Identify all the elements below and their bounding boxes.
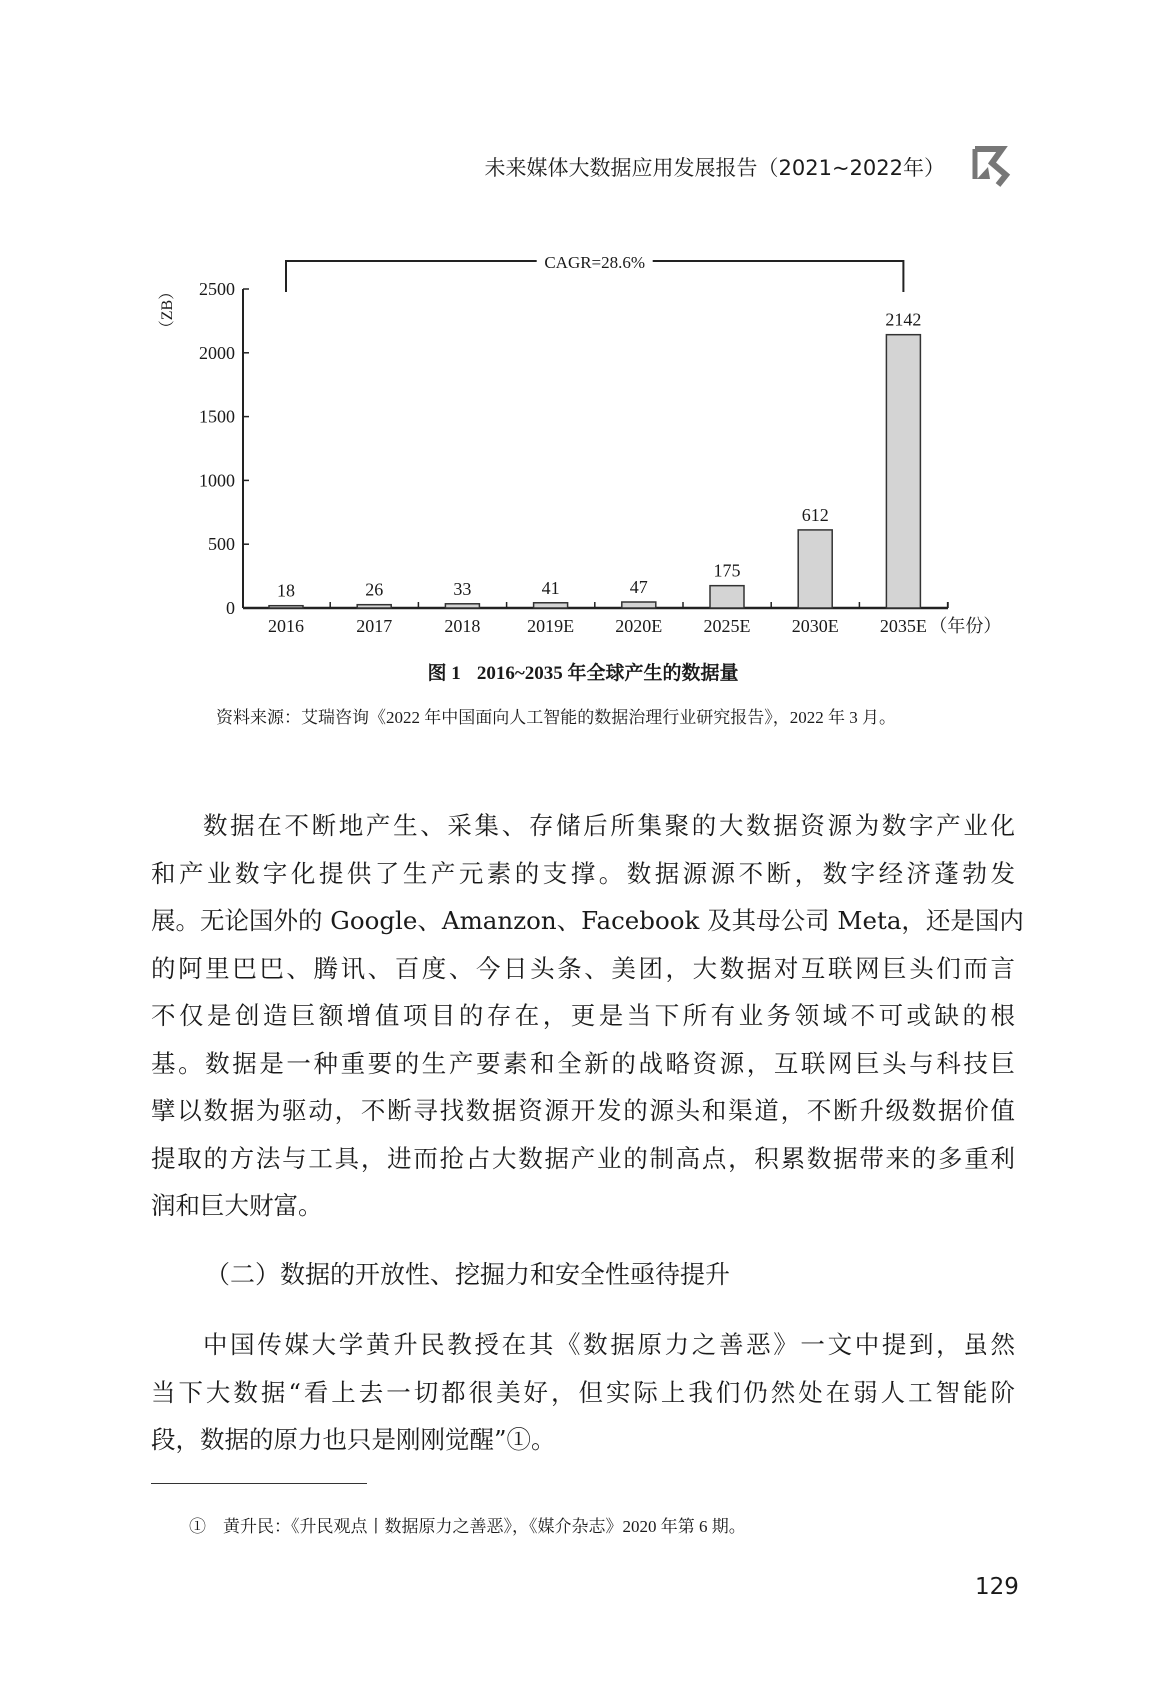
chapter-corner-arrow-icon xyxy=(972,145,1020,187)
paragraph-line: 段，数据的原力也只是刚刚觉醒”①。 xyxy=(151,1425,556,1454)
data-label: 33 xyxy=(453,578,472,599)
data-label: 612 xyxy=(801,504,829,525)
y-tick-label: 2000 xyxy=(199,342,235,363)
figure-caption xyxy=(0,658,1166,685)
y-tick-label: 1000 xyxy=(199,470,235,491)
y-tick-label: 500 xyxy=(208,534,235,555)
bar-2030E xyxy=(798,530,832,608)
bar-2016 xyxy=(269,606,303,608)
bar-2035E xyxy=(886,335,920,608)
y-tick-label: 0 xyxy=(226,598,235,618)
x-axis-label: （年份） xyxy=(929,616,1002,636)
y-tick-label: 1500 xyxy=(199,406,235,427)
running-header: 未来媒体大数据应用发展报告（2021~2022年） xyxy=(484,156,945,180)
x-tick-label: 2020E xyxy=(615,616,663,636)
x-tick-label: 2025E xyxy=(703,616,751,636)
paragraph-line: 擘以数据为驱动，不断寻找数据资源开发的源头和渠道，不断升级数据价值 xyxy=(151,1096,1015,1125)
data-label: 175 xyxy=(713,560,741,581)
data-label: 47 xyxy=(629,577,648,598)
bar-2025E xyxy=(710,586,744,608)
body-paragraph-1 xyxy=(151,802,1024,1230)
paragraph-line: 不仅是创造巨额增值项目的存在，更是当下所有业务领域不可或缺的根 xyxy=(151,1001,1015,1030)
paragraph-line: 基。数据是一种重要的生产要素和全新的战略资源，互联网巨头与科技巨 xyxy=(151,1048,1015,1078)
x-tick-label: 2018 xyxy=(444,616,481,636)
paragraph-line: 中国传媒大学黄升民教授在其《数据原力之善恶》一文中提到，虽然 xyxy=(203,1330,1015,1359)
body-paragraph-2 xyxy=(151,1321,1015,1464)
x-tick-label: 2030E xyxy=(791,616,839,636)
bar-2017 xyxy=(357,605,391,608)
paragraph-line: 和产业数字化提供了生产元素的支撑。数据源源不断，数字经济蓬勃发 xyxy=(151,858,1015,888)
y-tick-label: 2500 xyxy=(199,279,235,299)
data-label: 2142 xyxy=(885,309,922,330)
footnote: ① 黄升民：《升民观点丨数据原力之善恶》，《媒介杂志》2020 年第 6 期。 xyxy=(189,1517,746,1536)
data-label: 41 xyxy=(541,577,560,598)
section-heading: （二）数据的开放性、挖掘力和安全性亟待提升 xyxy=(205,1260,731,1289)
paragraph-line: 当下大数据“看上去一切都很美好，但实际上我们仍然处在弱人工智能阶 xyxy=(151,1377,1015,1407)
bar-2020E xyxy=(622,602,656,608)
paragraph-line: 数据在不断地产生、采集、存储后所集聚的大数据资源为数字产业化 xyxy=(203,811,1015,840)
cagr-annotation: CAGR=28.6% xyxy=(544,253,646,272)
page-number: 129 xyxy=(975,1574,1019,1600)
data-label: 26 xyxy=(365,579,384,600)
bar-chart xyxy=(140,240,1020,640)
x-tick-label: 2035E xyxy=(879,616,927,636)
x-tick-label: 2017 xyxy=(356,616,393,636)
bar-2018 xyxy=(445,604,479,608)
bar-2019E xyxy=(534,603,568,608)
paragraph-line: 的阿里巴巴、腾讯、百度、今日头条、美团，大数据对互联网巨头们而言 xyxy=(151,953,1015,983)
y-axis-label: （ZB） xyxy=(159,283,176,337)
paragraph-line: 润和巨大财富。 xyxy=(151,1191,323,1220)
x-tick-label: 2019E xyxy=(527,616,575,636)
figure-title: 2016~2035 年全球产生的数据量 xyxy=(476,663,739,684)
paragraph-line: 展。无论国外的 Google、Amanzon、Facebook 及其母公司 Meta，还是国内 xyxy=(151,906,1024,935)
footnote-divider xyxy=(151,1483,367,1484)
x-tick-label: 2016 xyxy=(268,616,304,636)
paragraph-line: 提取的方法与工具，进而抢占大数据产业的制高点，积累数据带来的多重利 xyxy=(151,1143,1015,1173)
data-label: 18 xyxy=(277,580,295,601)
figure-label: 图 1 xyxy=(427,663,461,684)
figure-source: 资料来源：艾瑞咨询《2022 年中国面向人工智能的数据治理行业研究报告》，2022 年 3 月。 xyxy=(216,708,896,727)
